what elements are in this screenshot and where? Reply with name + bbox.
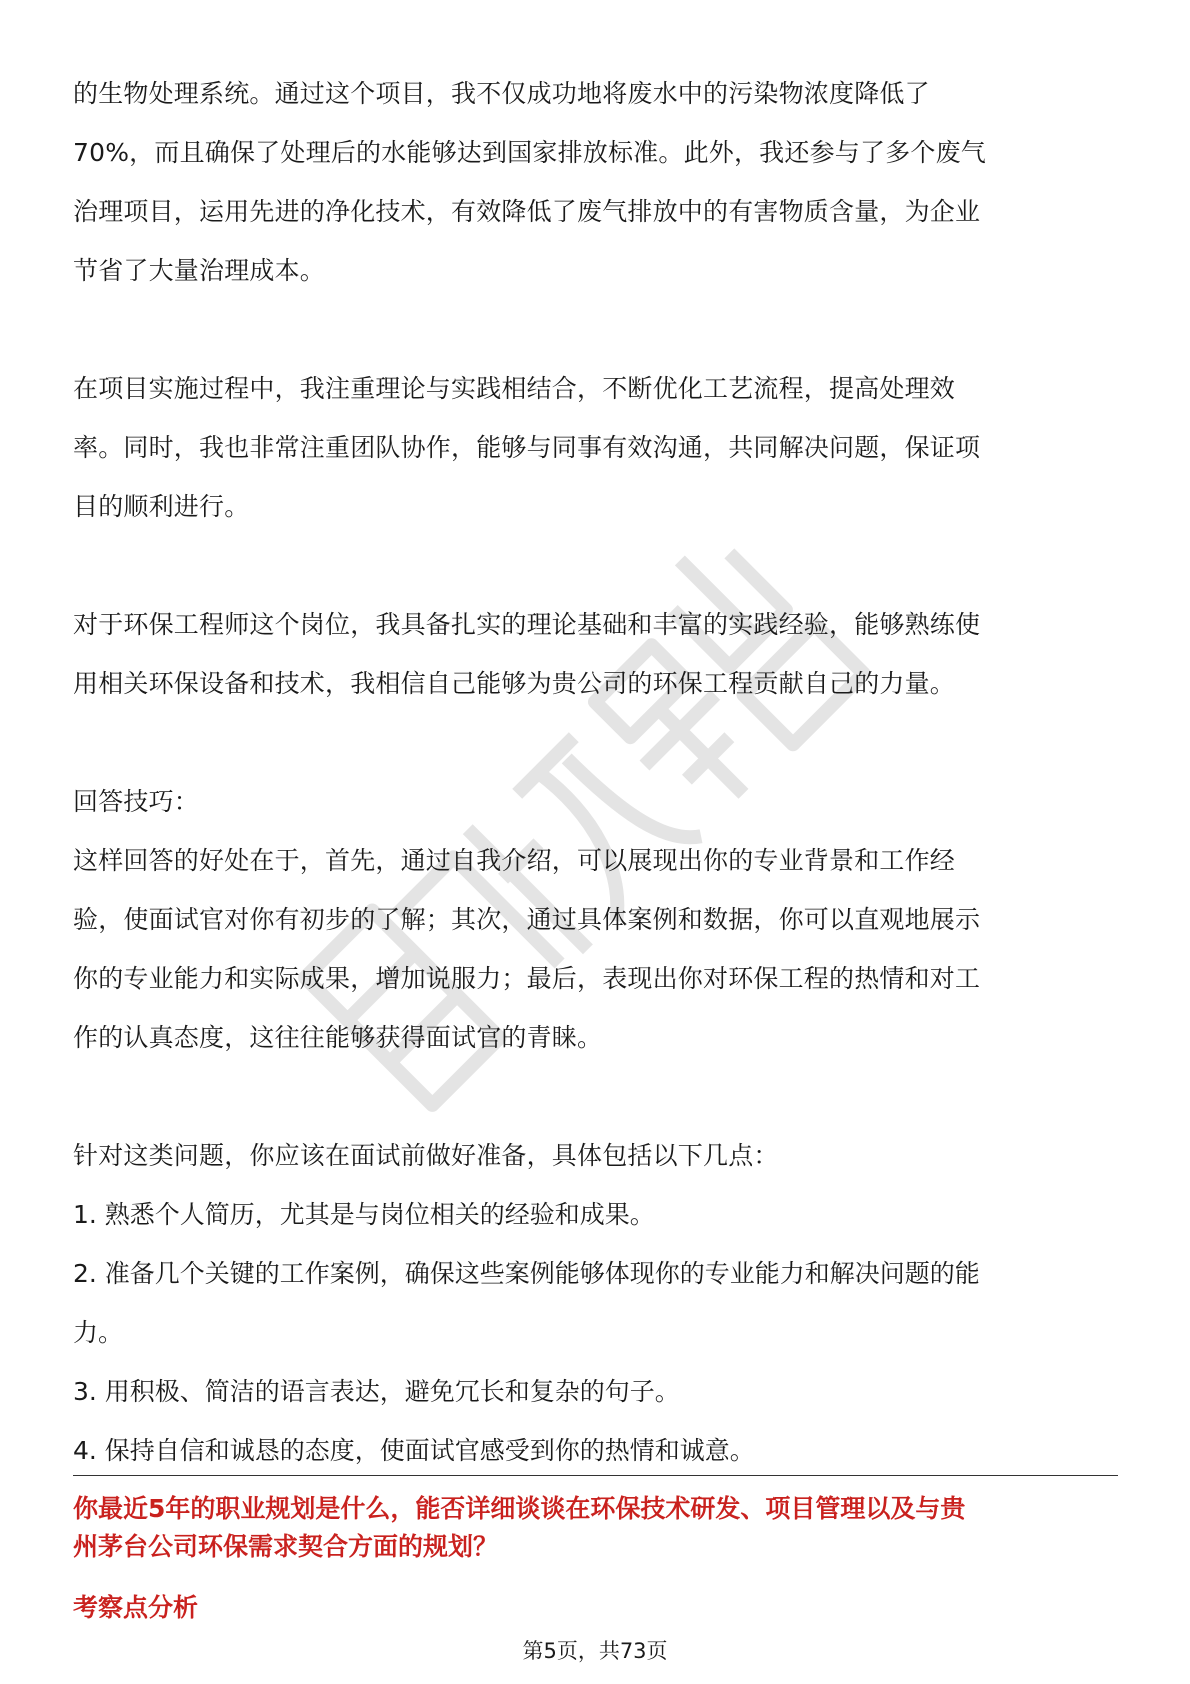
text-line: 70%，而且确保了处理后的水能够达到国家排放标准。此外，我还参与了多个废气 xyxy=(73,138,986,167)
text-line: 节省了大量治理成本。 xyxy=(73,256,326,285)
question-line: 你最近5年的职业规划是什么，能否详细谈谈在环保技术研发、项目管理以及与贵 xyxy=(73,1494,966,1523)
body-content xyxy=(73,64,1118,1480)
text-line: 这样回答的好处在于，首先，通过自我介绍，可以展现出你的专业背景和工作经 xyxy=(73,846,956,875)
text-line: 用相关环保设备和技术，我相信自己能够为贵公司的环保工程贡献自己的力量。 xyxy=(73,669,956,698)
page-indicator: 第5页，共73页 xyxy=(522,1639,668,1663)
paragraph-teamwork xyxy=(73,359,1118,536)
prep-list xyxy=(73,1185,1118,1480)
prep-intro: 针对这类问题，你应该在面试前做好准备，具体包括以下几点： xyxy=(73,1141,779,1170)
paragraph-spacer xyxy=(73,713,1118,772)
paragraph-qualification xyxy=(73,595,1118,713)
text-line: 对于环保工程师这个岗位，我具备扎实的理论基础和丰富的实践经验，能够熟练使 xyxy=(73,610,981,639)
paragraph-spacer xyxy=(73,300,1118,359)
text-line: 你的专业能力和实际成果，增加说服力；最后，表现出你对环保工程的热情和对工 xyxy=(73,964,981,993)
paragraph-project-results xyxy=(73,64,1118,300)
list-item: 力。 xyxy=(73,1318,124,1347)
list-item: 1. 熟悉个人简历，尤其是与岗位相关的经验和成果。 xyxy=(73,1200,655,1229)
next-question-title xyxy=(73,1490,1118,1566)
question-line: 州茅台公司环保需求契合方面的规划？ xyxy=(73,1532,499,1561)
text-line: 目的顺利进行。 xyxy=(73,492,250,521)
analysis-section-label: 考察点分析 xyxy=(73,1593,199,1622)
text-line: 的生物处理系统。通过这个项目，我不仅成功地将废水中的污染物浓度降低了 xyxy=(73,79,930,108)
section-divider xyxy=(73,1475,1118,1476)
paragraph-tips xyxy=(73,831,1118,1067)
list-item: 2. 准备几个关键的工作案例，确保这些案例能够体现你的专业能力和解决问题的能 xyxy=(73,1259,980,1288)
text-line: 治理项目，运用先进的净化技术，有效降低了废气排放中的有害物质含量，为企业 xyxy=(73,197,981,226)
list-item: 3. 用积极、简洁的语言表达，避免冗长和复杂的句子。 xyxy=(73,1377,680,1406)
text-line: 作的认真态度，这往往能够获得面试官的青睐。 xyxy=(73,1023,603,1052)
paragraph-spacer xyxy=(73,1067,1118,1126)
text-line: 率。同时，我也非常注重团队协作，能够与同事有效沟通，共同解决问题，保证项 xyxy=(73,433,981,462)
list-item: 4. 保持自信和诚恳的态度，使面试官感受到你的热情和诚意。 xyxy=(73,1436,755,1465)
paragraph-spacer xyxy=(73,536,1118,595)
text-line: 在项目实施过程中，我注重理论与实践相结合，不断优化工艺流程，提高处理效 xyxy=(73,374,956,403)
text-line: 验，使面试官对你有初步的了解；其次，通过具体案例和数据，你可以直观地展示 xyxy=(73,905,981,934)
tips-heading: 回答技巧： xyxy=(73,787,200,816)
